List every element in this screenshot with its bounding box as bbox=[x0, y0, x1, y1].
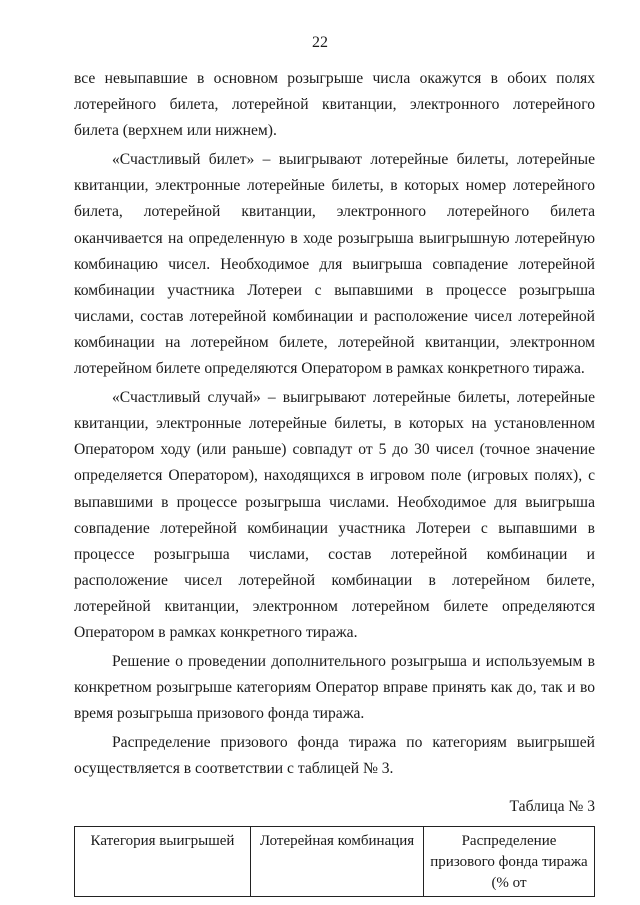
paragraph-5: Распределение призового фонда тиража по категориям выигрышей осуществляется в соответствии с таблицей № 3. bbox=[74, 734, 595, 778]
table-caption: Таблица № 3 bbox=[509, 797, 595, 815]
paragraph-1: все невыпавшие в основном розыгрыше числа окажутся в обоих полях лотерейного билета, лотерейной квитанции, электронного лотерейного билета (верхнем или нижнем). bbox=[74, 70, 595, 140]
paragraph-2: «Счастливый билет» – выигрывают лотерейные билеты, лотерейные квитанции, электронные лотерейные билеты, в которых номер лотерейного билета, лотерейной квитанции, электронного лотерейного билета оканчивается на определенную в ходе розыгрыша выигрышную лотерейную комбинацию чисел. Необходимое для выигрыша совпадение лотерейной комбинации участника Лотереи с выпавшими в процессе розыгрыша числами, состав лотерейной комбинации и расположение чисел лотерейной комбинации на лотерейном билете, лотерейной квитанции, электронном лотерейном билете определяются Оператором в рамках конкретного тиража. bbox=[74, 151, 595, 378]
prize-distribution-table bbox=[74, 826, 595, 897]
table-header-row bbox=[75, 826, 595, 896]
document-body bbox=[74, 66, 595, 897]
page-number: 22 bbox=[312, 34, 328, 51]
paragraph-4: Решение о проведении дополнительного розыгрыша и используемым в конкретном розыгрыше категориям Оператор вправе принять как до, так и во время розыгрыша призового фонда тиража. bbox=[74, 653, 595, 723]
header-category: Категория выигрышей bbox=[75, 826, 251, 896]
paragraph-3: «Счастливый случай» – выигрывают лотерейные билеты, лотерейные квитанции, электронные лотерейные билеты, в которых на установленном Оператором ходу (или раньше) совпадут от 5 до 30 чисел (точное значение определяется Оператором), находящихся в игровом поле (игровых полях), с выпавшими в процессе розыгрыша числами. Необходимое для выигрыша совпадение лотерейной комбинации участника Лотереи с выпавшими в процессе розыгрыша числами, состав лотерейной комбинации и расположение чисел лотерейной комбинации в лотерейном билете, лотерейной квитанции, электронном лотерейном билете определяются Оператором в рамках конкретного тиража. bbox=[74, 389, 595, 641]
header-distribution: Распределение призового фонда тиража (% от bbox=[424, 826, 595, 896]
header-combination: Лотерейная комбинация bbox=[251, 826, 424, 896]
